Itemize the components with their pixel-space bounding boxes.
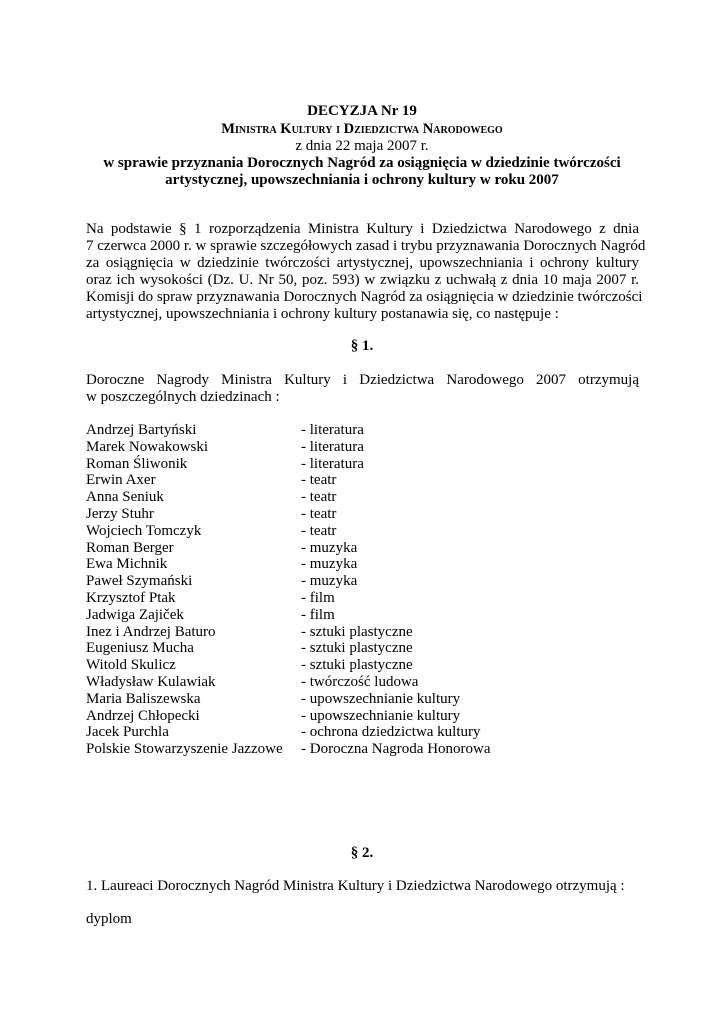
laureate-name: Anna Seniuk	[86, 489, 164, 506]
laureate-row	[86, 708, 646, 725]
subject-line: artystycznej, upowszechniania i ochrony kultury w roku 2007	[165, 172, 559, 188]
section-1-heading: § 1.	[350, 338, 374, 354]
laureate-category: - upowszechnianie kultury	[301, 707, 461, 724]
section-2-heading: § 2.	[350, 845, 374, 861]
laureate-category: - ochrona dziedzictwa kultury	[301, 724, 481, 741]
laureate-name: Witold Skulicz	[86, 657, 176, 674]
laureate-name: Jerzy Stuhr	[86, 505, 154, 522]
laureate-row	[86, 590, 646, 607]
section-1-line: Doroczne Nagrody Ministra Kultury i Dziedzictwa Narodowego 2007 otrzymują	[86, 372, 639, 388]
laureate-category: - muzyka	[301, 573, 358, 590]
laureate-name: Eugeniusz Mucha	[86, 640, 194, 657]
laureate-category: - literatura	[301, 438, 364, 455]
laureate-row	[86, 556, 646, 573]
laureate-category: - sztuki plastyczne	[301, 623, 413, 640]
laureate-row	[86, 607, 646, 624]
laureate-name: Władysław Kulawiak	[86, 673, 216, 690]
laureate-name: Polskie Stowarzyszenie Jazzowe	[86, 741, 283, 758]
laureate-name: Erwin Axer	[86, 472, 156, 489]
laureate-row	[86, 523, 646, 540]
laureate-category: - literatura	[301, 455, 364, 472]
laureate-row	[86, 540, 646, 557]
laureate-category: - teatr	[301, 489, 337, 506]
laureate-name: Roman Śliwonik	[86, 455, 188, 472]
laureate-row	[86, 489, 646, 506]
laureate-name: Jadwiga Zajiček	[86, 606, 184, 623]
laureate-name: Andrzej Bartyński	[86, 422, 197, 438]
laureate-name: Paweł Szymański	[86, 573, 193, 590]
laureate-row	[86, 674, 646, 691]
intro-line: artystycznej, upowszechniania i ochrony kultury postanawia się, co następuje :	[86, 306, 559, 322]
laureate-category: - teatr	[301, 472, 337, 489]
section-2-item: dyplom	[86, 911, 132, 927]
laureate-category: - literatura	[301, 422, 364, 438]
laureate-category: - Doroczna Nagroda Honorowa	[301, 741, 491, 758]
decision-date: z dnia 22 maja 2007 r.	[295, 138, 429, 154]
laureate-row	[86, 506, 646, 523]
laureate-name: Inez i Andrzej Baturo	[86, 623, 216, 640]
laureate-category: - upowszechnianie kultury	[301, 690, 461, 707]
laureate-row	[86, 422, 646, 439]
laureate-category: - muzyka	[301, 539, 358, 556]
section-2-point-1: 1. Laureaci Dorocznych Nagród Ministra Kultury i Dziedzictwa Narodowego otrzymują :	[86, 878, 625, 894]
laureate-name: Andrzej Chłopecki	[86, 707, 200, 724]
laureate-name: Roman Berger	[86, 539, 174, 556]
section-1-line: w poszczególnych dziedzinach :	[86, 389, 280, 405]
section-1-paragraph	[86, 372, 639, 406]
laureate-category: - film	[301, 606, 335, 623]
laureate-row	[86, 624, 646, 641]
laureate-row	[86, 640, 646, 657]
laureate-category: - muzyka	[301, 556, 358, 573]
laureate-category: - sztuki plastyczne	[301, 640, 413, 657]
laureate-row	[86, 724, 646, 741]
laureate-category: - twórczość ludowa	[301, 673, 419, 690]
laureate-list	[86, 422, 646, 758]
laureate-name: Jacek Purchla	[86, 724, 169, 741]
laureate-row	[86, 439, 646, 456]
subject-line: w sprawie przyznania Dorocznych Nagród za osiągnięcia w dziedzinie twórczości	[103, 155, 621, 171]
laureate-category: - teatr	[301, 522, 337, 539]
ministry-name: Ministra Kultury i Dziedzictwa Narodowego	[221, 121, 503, 137]
laureate-row	[86, 472, 646, 489]
laureate-row	[86, 456, 646, 473]
laureate-category: - teatr	[301, 505, 337, 522]
intro-paragraph	[86, 221, 646, 323]
laureate-category: - sztuki plastyczne	[301, 657, 413, 674]
intro-line: oraz ich wysokości (Dz. U. Nr 50, poz. 593) w związku z uchwałą z dnia 10 maja 2007 r.	[86, 272, 639, 288]
decision-title: DECYZJA Nr 19	[307, 103, 417, 119]
intro-line: Komisji do spraw przyznawania Dorocznych Nagród za osiągnięcia w dziedzinie twórczości	[86, 289, 643, 305]
laureate-name: Wojciech Tomczyk	[86, 522, 202, 539]
laureate-category: - film	[301, 589, 335, 606]
laureate-name: Marek Nowakowski	[86, 438, 209, 455]
laureate-row	[86, 691, 646, 708]
laureate-row	[86, 573, 646, 590]
laureate-row	[86, 741, 646, 758]
laureate-name: Ewa Michnik	[86, 556, 168, 573]
laureate-row	[86, 657, 646, 674]
laureate-name: Krzysztof Ptak	[86, 589, 176, 606]
decision-subject	[0, 155, 724, 189]
laureate-name: Maria Baliszewska	[86, 690, 201, 707]
intro-line: Na podstawie § 1 rozporządzenia Ministra Kultury i Dziedzictwa Narodowego z dnia	[86, 221, 639, 237]
intro-line: za osiągnięcia w dziedzinie twórczości artystycznej, upowszechniania i ochrony kultury	[86, 255, 639, 271]
intro-line: 7 czerwca 2000 r. w sprawie szczegółowych zasad i trybu przyznawania Dorocznych Nagród	[86, 238, 646, 254]
